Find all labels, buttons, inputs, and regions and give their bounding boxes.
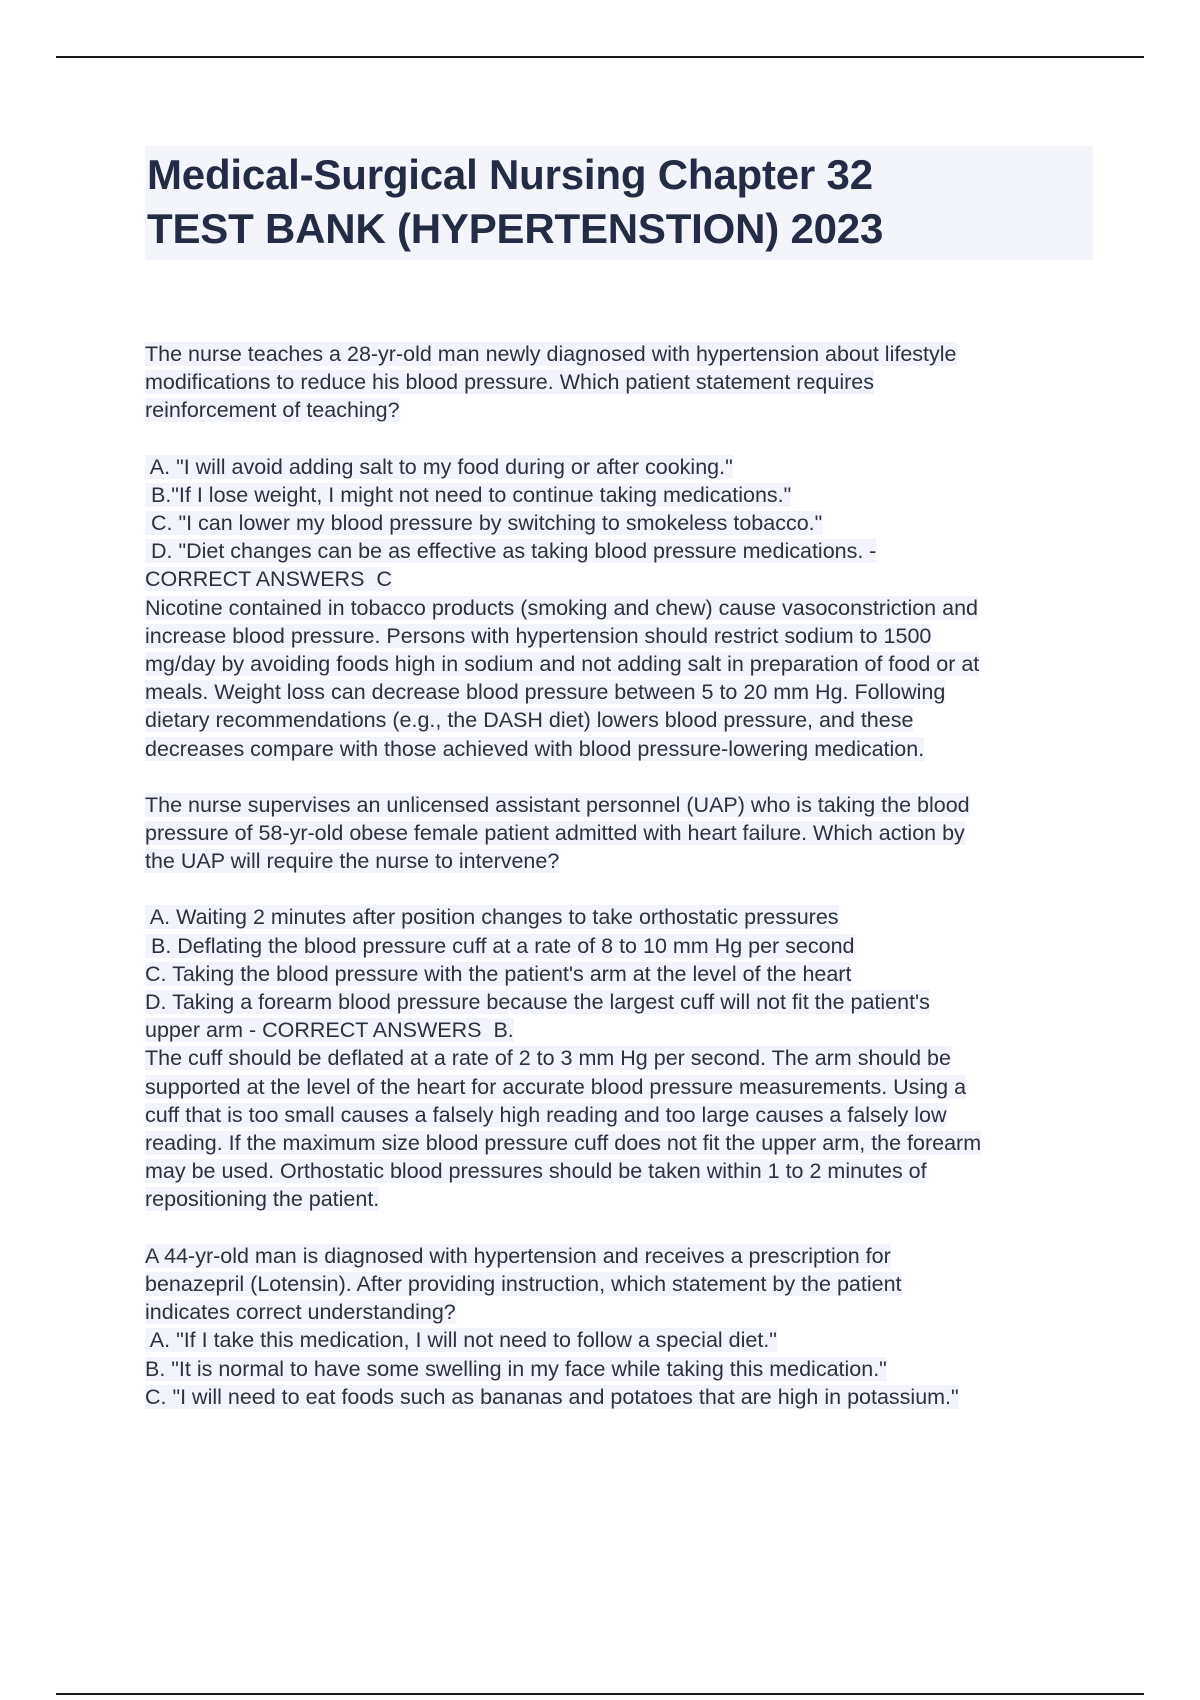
answer-line: upper arm - CORRECT ANSWERS B.: [145, 1018, 514, 1043]
top-divider: [56, 56, 1144, 58]
rationale-line: dietary recommendations (e.g., the DASH diet) lowers blood pressure, and these: [145, 708, 914, 733]
document-title: [145, 146, 1093, 260]
title-line: TEST BANK (HYPERTENSTION) 2023: [147, 205, 884, 252]
question-3-options: [145, 1326, 1093, 1411]
question-1: [145, 340, 1093, 763]
option-line: B. "It is normal to have some swelling in my face while taking this medication.": [145, 1356, 887, 1381]
question-2-rationale: [145, 1044, 1093, 1213]
option-line: A. Waiting 2 minutes after position changes to take orthostatic pressures: [145, 905, 839, 930]
rationale-line: The cuff should be deflated at a rate of 2 to 3 mm Hg per second. The arm should be: [145, 1046, 951, 1071]
answer-line: CORRECT ANSWERS C: [145, 567, 392, 592]
rationale-line: mg/day by avoiding foods high in sodium and not adding salt in preparation of food or at: [145, 652, 980, 677]
rationale-line: supported at the level of the heart for accurate blood pressure measurements. Using a: [145, 1074, 967, 1099]
stem-line: modifications to reduce his blood pressure. Which patient statement requires: [145, 370, 874, 395]
stem-line: The nurse supervises an unlicensed assistant personnel (UAP) who is taking the blood: [145, 792, 970, 817]
option-line: B. Deflating the blood pressure cuff at a rate of 8 to 10 mm Hg per second: [145, 933, 855, 958]
rationale-line: cuff that is too small causes a falsely high reading and too large causes a falsely low: [145, 1102, 947, 1127]
question-1-options: [145, 453, 1093, 594]
stem-line: the UAP will require the nurse to intervene?: [145, 849, 560, 874]
stem-line: indicates correct understanding?: [145, 1300, 456, 1325]
rationale-line: increase blood pressure. Persons with hypertension should restrict sodium to 1500: [145, 623, 932, 648]
document-body: [145, 340, 1093, 1411]
rationale-line: reading. If the maximum size blood pressure cuff does not fit the upper arm, the forearm: [145, 1131, 982, 1156]
question-2-options: [145, 903, 1093, 1044]
document-page: [145, 146, 1093, 1411]
rationale-line: repositioning the patient.: [145, 1187, 380, 1212]
stem-line: benazepril (Lotensin). After providing instruction, which statement by the patient: [145, 1271, 902, 1296]
rationale-line: meals. Weight loss can decrease blood pressure between 5 to 20 mm Hg. Following: [145, 680, 946, 705]
question-3-stem: [145, 1242, 1093, 1327]
question-2: [145, 791, 1093, 1214]
stem-line: reinforcement of teaching?: [145, 398, 400, 423]
question-1-stem: [145, 340, 1093, 425]
option-line: C. Taking the blood pressure with the patient's arm at the level of the heart: [145, 961, 852, 986]
option-line: A. "If I take this medication, I will not need to follow a special diet.": [145, 1328, 777, 1353]
stem-line: pressure of 58-yr-old obese female patient admitted with heart failure. Which action by: [145, 821, 965, 846]
stem-line: The nurse teaches a 28-yr-old man newly diagnosed with hypertension about lifestyle: [145, 342, 957, 366]
rationale-line: Nicotine contained in tobacco products (smoking and chew) cause vasoconstriction and: [145, 595, 978, 620]
option-line: A. "I will avoid adding salt to my food during or after cooking.": [145, 454, 733, 479]
bottom-divider: [56, 1693, 1144, 1695]
stem-line: A 44-yr-old man is diagnosed with hypertension and receives a prescription for: [145, 1243, 891, 1268]
option-line: D. Taking a forearm blood pressure because the largest cuff will not fit the patient's: [145, 990, 930, 1015]
option-line: C. "I can lower my blood pressure by switching to smokeless tobacco.": [145, 511, 823, 536]
option-line: D. "Diet changes can be as effective as taking blood pressure medications. -: [145, 539, 877, 564]
option-line: B."If I lose weight, I might not need to continue taking medications.": [145, 482, 792, 507]
question-3: [145, 1242, 1093, 1411]
title-line: Medical-Surgical Nursing Chapter 32: [147, 151, 873, 198]
rationale-line: decreases compare with those achieved with blood pressure-lowering medication.: [145, 736, 925, 761]
rationale-line: may be used. Orthostatic blood pressures should be taken within 1 to 2 minutes of: [145, 1159, 927, 1184]
question-1-rationale: [145, 594, 1093, 763]
option-line: C. "I will need to eat foods such as bananas and potatoes that are high in potassium.": [145, 1384, 959, 1409]
question-2-stem: [145, 791, 1093, 876]
